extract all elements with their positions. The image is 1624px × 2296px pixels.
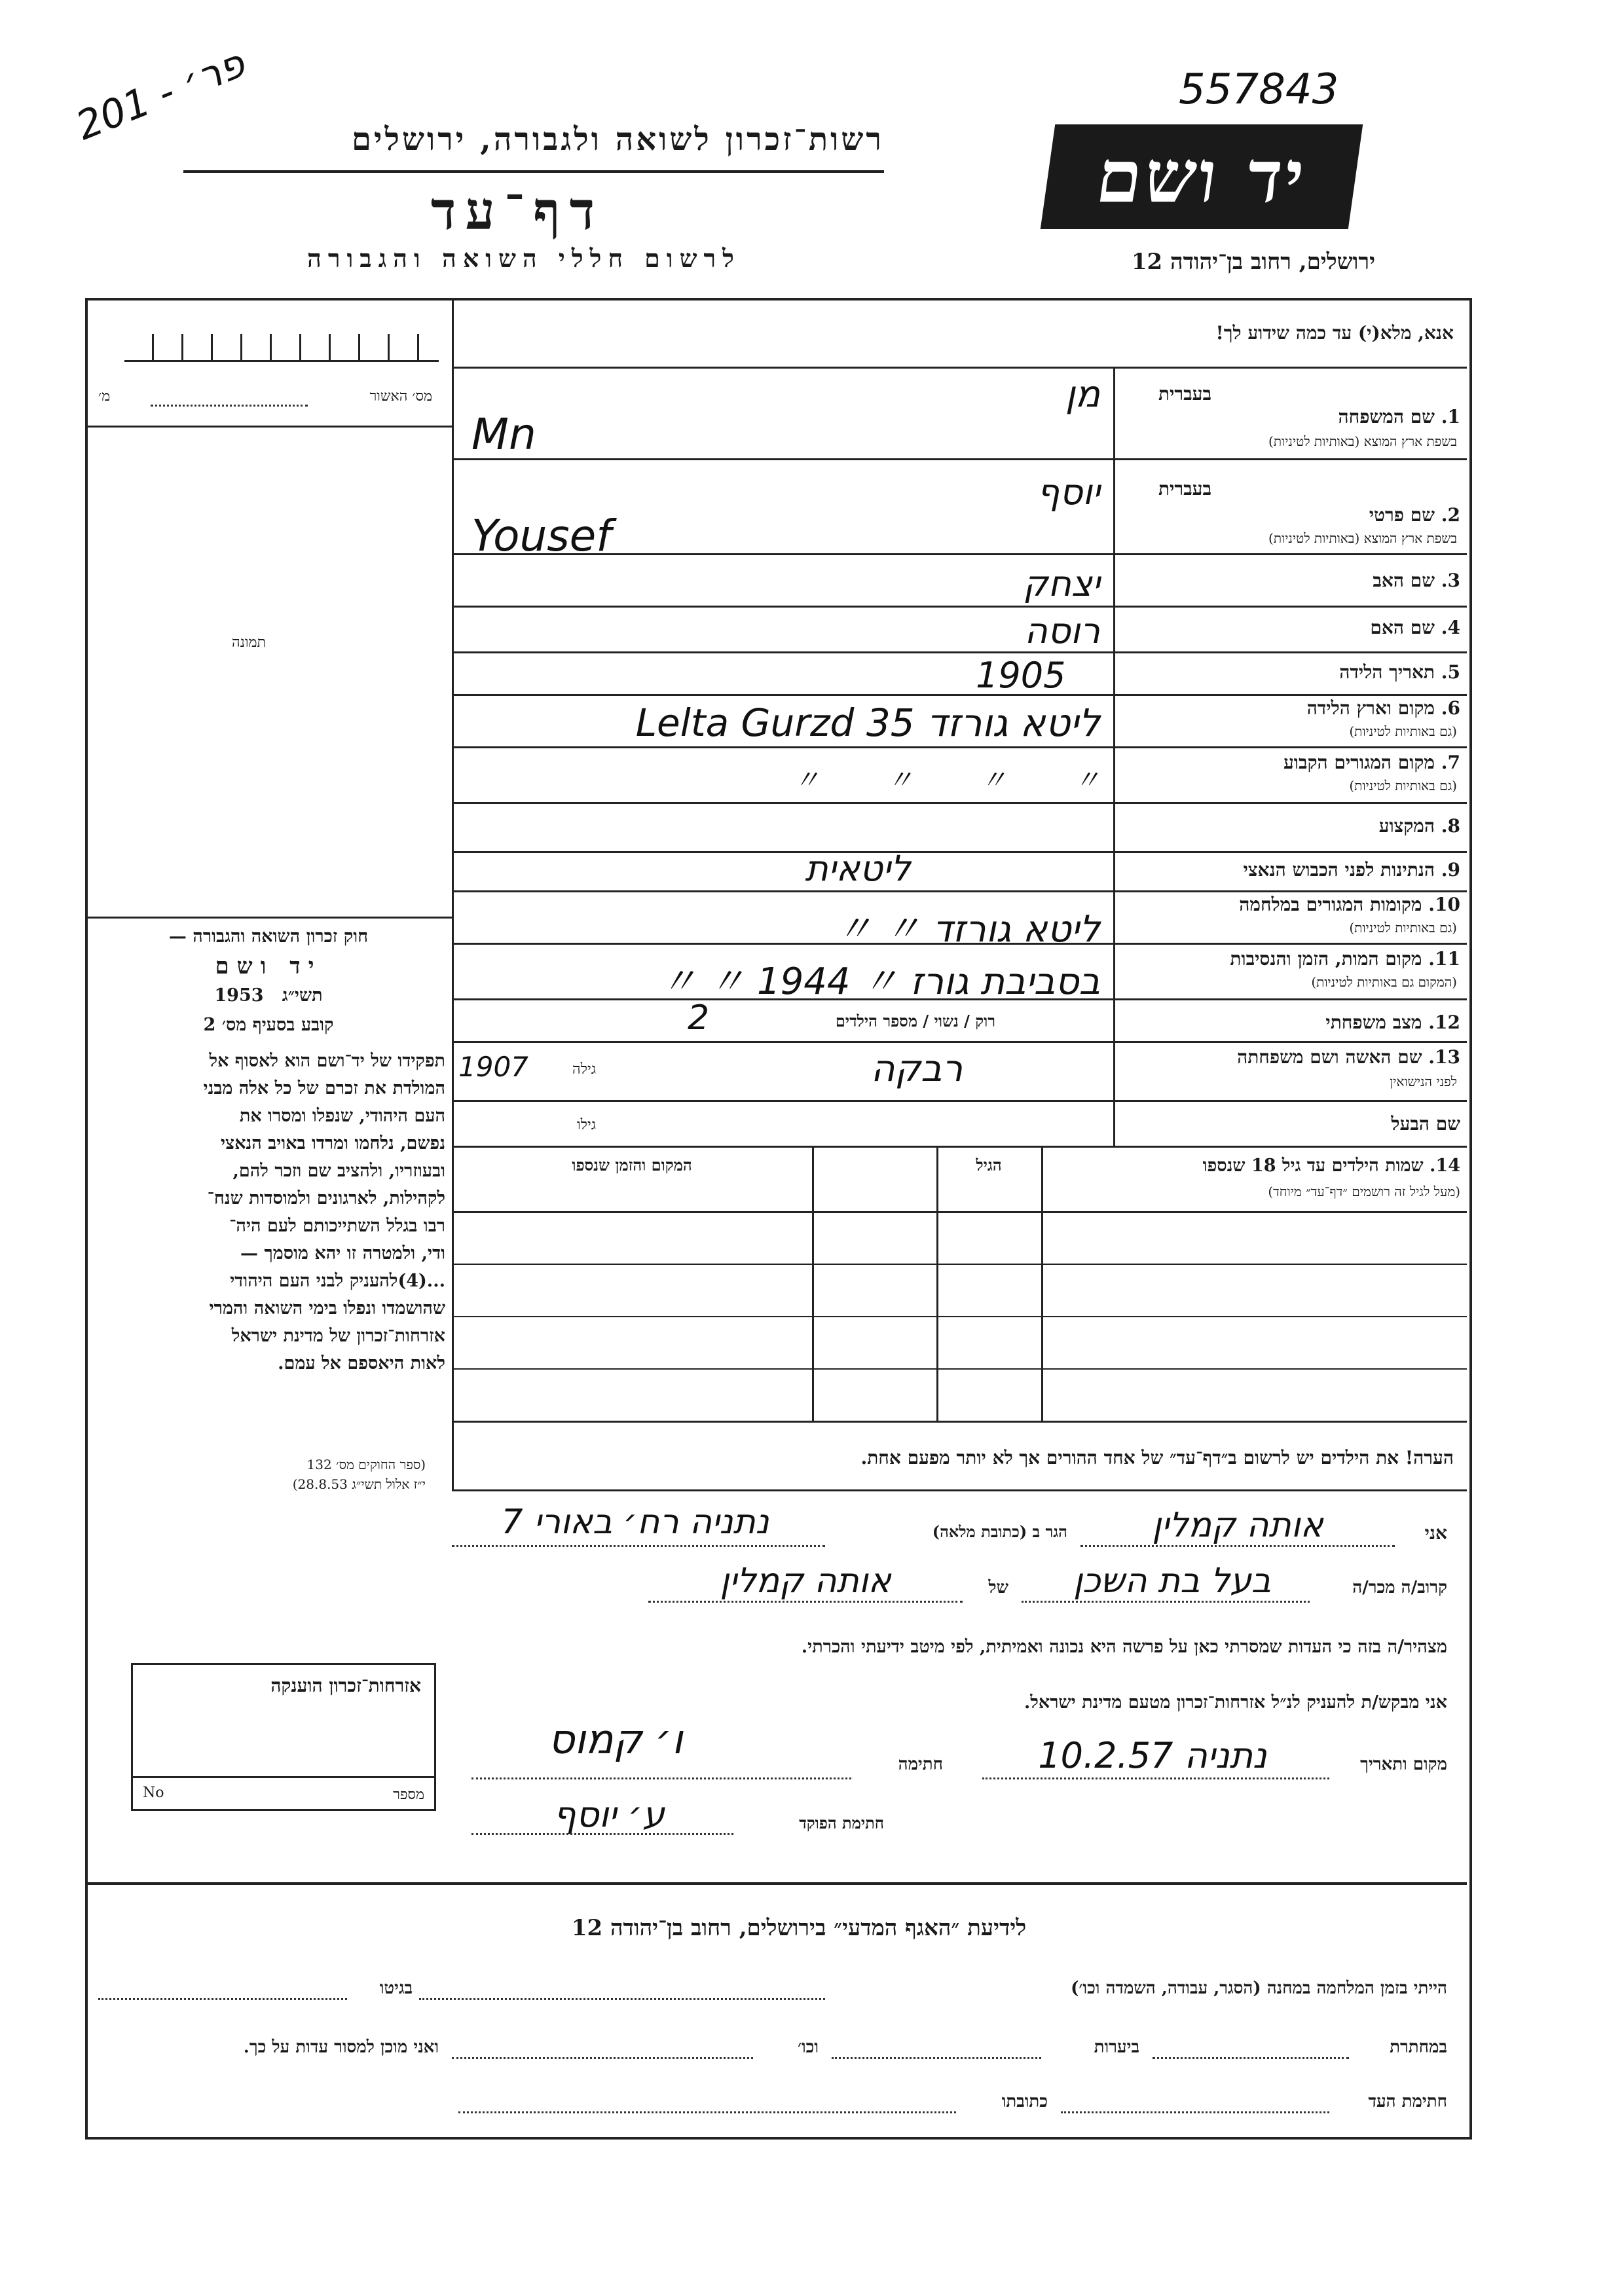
children-sub: (מעל לגיל זה רושמים ״דף־עד״ מיוחד) bbox=[1268, 1184, 1460, 1199]
law-text-line: לקהילות, לארגונים ולמוסדות שנח־ bbox=[207, 1188, 445, 1209]
field-6-label bbox=[1126, 697, 1460, 720]
field-2-num: 2. bbox=[1441, 504, 1460, 526]
place-date-line bbox=[982, 1777, 1329, 1779]
field-2-hebrew-tag: בעברית bbox=[1158, 478, 1211, 500]
side-panel-divider-lower bbox=[452, 1421, 454, 1489]
field-13-num: 13. bbox=[1428, 1046, 1460, 1068]
field-2-label bbox=[1126, 504, 1460, 526]
field-5-label bbox=[1126, 661, 1460, 683]
signature-value: ו׳ קמוס bbox=[548, 1715, 683, 1763]
field-10-value: ליטא גורזד 〃 〃 bbox=[836, 908, 1100, 951]
law-text-line: לאות היאספם אל עמם. bbox=[278, 1353, 445, 1374]
field-10-name: מקומות המגורים במלחמה bbox=[1239, 894, 1422, 915]
address-line bbox=[452, 1545, 825, 1547]
children-col-divider bbox=[936, 1146, 938, 1421]
field-13-label bbox=[1126, 1046, 1460, 1068]
field-6-sub: (גם באותיות לטיניות) bbox=[1349, 723, 1457, 739]
bottom-divider bbox=[85, 1882, 1467, 1885]
field-1-hebrew-value: מן bbox=[1065, 373, 1100, 416]
row-border bbox=[452, 746, 1467, 748]
row-border bbox=[452, 890, 1467, 892]
note-divider bbox=[452, 1489, 1467, 1491]
field-4-num: 4. bbox=[1441, 617, 1460, 638]
field-7-label bbox=[1126, 752, 1460, 774]
field-9-value: ליטאית bbox=[805, 848, 911, 889]
children-row-line bbox=[452, 1264, 1467, 1265]
header-address: ירושלים, רחוב בן־יהודה 12 bbox=[1131, 249, 1375, 275]
field-7-sub: (גם באותיות לטיניות) bbox=[1349, 778, 1457, 793]
field-2-name: שם פרטי bbox=[1369, 504, 1435, 526]
photo-divider bbox=[85, 917, 452, 919]
place-date-label: מקום ותאריך bbox=[1360, 1755, 1447, 1774]
serial-suffix: מ׳ bbox=[98, 388, 111, 405]
law-text-line: המולדת את זכרם של כל אלה מבני bbox=[203, 1078, 445, 1099]
field-13-value: רבקה bbox=[870, 1048, 963, 1090]
row-border bbox=[452, 651, 1467, 653]
field-10-label bbox=[1126, 894, 1460, 916]
field-10-sub: (גם באותיות לטיניות) bbox=[1349, 920, 1457, 936]
label-column-divider bbox=[1113, 367, 1115, 1146]
field-2-hebrew-value: יוסף bbox=[1037, 471, 1100, 513]
law-ref-2: י״ז אלול תשי״ג 28.8.53) bbox=[292, 1476, 426, 1492]
field-1-hebrew-tag: בעברית bbox=[1158, 383, 1211, 405]
bottom-underground: במחתרת bbox=[1390, 2037, 1447, 2057]
children-bottom bbox=[452, 1421, 1467, 1423]
field-1-sub: בשפת ארץ המוצא (באותיות לטיניות) bbox=[1268, 433, 1457, 449]
stamp-number: 557843 bbox=[1179, 65, 1339, 114]
field-3-value: יצחק bbox=[1023, 563, 1100, 604]
declarant-name: אותה קמלין bbox=[1152, 1506, 1323, 1545]
field-2-latin-value: Yousef bbox=[471, 511, 612, 561]
field-10-num: 10. bbox=[1428, 894, 1460, 915]
declaration-i-label: אני bbox=[1424, 1522, 1447, 1544]
field-8-name: המקצוע bbox=[1378, 815, 1435, 837]
citizenship-no: No bbox=[143, 1785, 164, 1801]
field-11-value: בסביבת גורז 〃 1944 〃 〃 bbox=[660, 960, 1100, 1003]
logo-text: יד ושם bbox=[1091, 134, 1312, 219]
institution-underline bbox=[183, 170, 884, 173]
field-8-num: 8. bbox=[1441, 815, 1460, 837]
field-1-num: 1. bbox=[1441, 406, 1460, 428]
children-col-age: הגיל bbox=[976, 1156, 1002, 1175]
relation-line bbox=[1022, 1601, 1310, 1603]
bottom-line2-fill-b bbox=[832, 2057, 1041, 2059]
field-6-value: ליטא גורזד 35 Lelta Gurzd bbox=[635, 701, 1100, 745]
field-13-name: שם האשה ושם משפחתה bbox=[1237, 1046, 1422, 1068]
field-11-name: מקום המות, הזמן והנסיבות bbox=[1230, 948, 1422, 970]
bottom-line3-fill-a bbox=[1061, 2111, 1329, 2113]
bottom-line1-tail bbox=[98, 1998, 347, 2000]
law-text bbox=[92, 1048, 445, 1377]
officer-value: ע׳ יוסף bbox=[553, 1794, 665, 1835]
bottom-address-label: כתובתו bbox=[1001, 2092, 1048, 2111]
field-1-latin-value: Mn bbox=[471, 409, 536, 460]
law-text-line: העם היהודי, שנפלו ומסרו את bbox=[239, 1106, 445, 1126]
signature-line bbox=[471, 1777, 851, 1779]
relation-value: בעל בת השכן bbox=[1073, 1561, 1271, 1601]
law-year-hebrew: תשי״ג bbox=[282, 985, 323, 1006]
bottom-line2-fill-a bbox=[1153, 2057, 1349, 2059]
field-3-label bbox=[1126, 570, 1460, 592]
note: הערה! את הילדים יש לרשום ב״דף־עד״ של אחד ההורים אך לא יותר מפעם אחת. bbox=[860, 1447, 1454, 1468]
bottom-line3-fill-b bbox=[458, 2111, 956, 2113]
form-subtitle: לרשום חללי השואה והגבורה bbox=[307, 244, 741, 273]
citizenship-box-title: אזרחות־זכרון הוענקה bbox=[270, 1675, 421, 1696]
law-name: יד ושם bbox=[215, 953, 322, 979]
field-1-label bbox=[1126, 406, 1460, 428]
field-7-num: 7. bbox=[1441, 752, 1460, 773]
row-border bbox=[452, 694, 1467, 696]
law-text-line: ובעוזריו, ולהציב שם וזכר להם, bbox=[232, 1161, 445, 1181]
declarant-address: נתניה רח׳ באורי 7 bbox=[501, 1503, 769, 1542]
field-6-name: מקום וארץ הלידה bbox=[1306, 697, 1435, 719]
field-5-name: תאריך הלידה bbox=[1339, 661, 1435, 683]
row-border bbox=[452, 1041, 1467, 1043]
bottom-ready: ואני מוכן למסור עדות על כך. bbox=[243, 2037, 439, 2057]
statement-1: מצהיר/ה בזה כי העדות שמסרתי כאן על פרשה היא נכונה ואמיתית, לפי מיטב ידיעתי והכרתי. bbox=[801, 1637, 1447, 1657]
bottom-heading: לידיעת ״האגף המדעי״ בירושלים, רחוב בן־יהודה 12 bbox=[571, 1915, 1027, 1941]
of-value: אותה קמלין bbox=[720, 1561, 891, 1601]
law-text-line: רבו בגלל השתייכותם לעם היה־ bbox=[229, 1216, 445, 1236]
children-label: 14. שמות הילדים עד גיל 18 שנספו bbox=[1202, 1156, 1460, 1176]
bottom-line2-fill-c bbox=[452, 2057, 753, 2059]
of-line bbox=[648, 1601, 963, 1603]
law-title: חוק זכרון השואה והגבורה — bbox=[168, 926, 369, 947]
field-4-label bbox=[1126, 617, 1460, 639]
field-12-name: מצב משפחתי bbox=[1325, 1011, 1422, 1033]
children-row-line bbox=[452, 1316, 1467, 1317]
form-title: דף־עד bbox=[430, 180, 604, 242]
field-12-value: 2 bbox=[688, 998, 710, 1038]
law-text-line: נפשם, נלחמו ומרדו באויב הנאצי bbox=[220, 1133, 445, 1154]
field-3-name: שם האב bbox=[1373, 570, 1435, 591]
corner-annotation: פר׳ - 201 bbox=[69, 40, 251, 150]
field-2-sub: בשפת ארץ המוצא (באותיות לטיניות) bbox=[1268, 530, 1457, 546]
ruler-marks bbox=[124, 334, 439, 362]
field-12-options: רוק / נשוי / מספר הילדים bbox=[835, 1011, 995, 1030]
field-13-sub: לפני הנישואין bbox=[1390, 1074, 1457, 1089]
serial-label: מס׳ האשור bbox=[369, 388, 432, 405]
field-5-num: 5. bbox=[1441, 661, 1460, 683]
law-text-line: אזרחות־זכרון של מדינת ישראל bbox=[231, 1326, 445, 1346]
law-year-number: 1953 bbox=[214, 985, 264, 1006]
husband-age-label: גילו bbox=[577, 1117, 596, 1133]
law-text-line: שהושמדו ונפלו בימי השואה והמרי bbox=[209, 1298, 445, 1319]
citizenship-box bbox=[131, 1663, 436, 1811]
place-date-value: נתניה 10.2.57 bbox=[1038, 1735, 1267, 1776]
field-9-label bbox=[1126, 859, 1460, 881]
declarant-line bbox=[1080, 1545, 1395, 1547]
serial-divider bbox=[85, 426, 452, 428]
field-8-label bbox=[1126, 815, 1460, 837]
law-text-line: ודי, ולמטרה זו יהא מוסמך — bbox=[240, 1243, 445, 1264]
of-label: של bbox=[988, 1578, 1008, 1597]
photo-label: תמונה bbox=[232, 634, 266, 651]
field-7-value: 〃 〃 〃 〃 bbox=[793, 765, 1100, 795]
citizenship-number-label: מספר bbox=[393, 1787, 424, 1803]
field-4-value: רוסה bbox=[1024, 610, 1100, 651]
resident-label: הגר ב (כתובת מלאה) bbox=[932, 1522, 1067, 1541]
bottom-line1-end: בגיטו bbox=[379, 1978, 413, 1998]
bottom-witness-signature: חתימת העד bbox=[1368, 2092, 1447, 2111]
field-6-num: 6. bbox=[1441, 697, 1460, 719]
yad-vashem-logo bbox=[1041, 124, 1363, 229]
row-border bbox=[452, 606, 1467, 608]
law-section: קובע בסעיף מס׳ 2 bbox=[203, 1015, 334, 1035]
field-5-value: 1905 bbox=[976, 655, 1066, 696]
field-11-label bbox=[1126, 948, 1460, 970]
children-table bbox=[452, 1146, 1467, 1421]
institution-name: רשות־זכרון לשואה ולגבורה, ירושלים bbox=[351, 121, 884, 158]
law-ref-1: (ספר החוקים מס׳ 132 bbox=[306, 1457, 426, 1472]
statement-2: אני מבקש/ת להעניק לנ״ל אזרחות־זכרון מטעם מדינת ישראל. bbox=[1024, 1692, 1447, 1713]
field-7-name: מקום המגורים הקבוע bbox=[1283, 752, 1435, 773]
citizenship-box-footer bbox=[133, 1776, 434, 1811]
officer-line bbox=[471, 1833, 733, 1835]
bottom-line1: הייתי בזמן המלחמה במחנה (הסגר, עבודה, השמדה וכו׳) bbox=[1071, 1978, 1447, 1998]
officer-label: חתימת הפוקד bbox=[799, 1813, 884, 1832]
field-1-name: שם המשפחה bbox=[1338, 406, 1435, 428]
field-9-name: הנתינות לפני הכבוש הנאצי bbox=[1243, 859, 1435, 881]
children-col-place: המקום והזמן שנספו bbox=[572, 1156, 692, 1175]
bottom-etc: וכו׳ bbox=[797, 2037, 819, 2057]
field-11-num: 11. bbox=[1428, 948, 1460, 970]
field-12-num: 12. bbox=[1428, 1011, 1460, 1033]
row-border bbox=[452, 1100, 1467, 1102]
field-4-name: שם האם bbox=[1370, 617, 1435, 638]
field-13-age-label: גילה bbox=[572, 1061, 596, 1078]
law-year bbox=[98, 982, 439, 1010]
instruction: אנא, מלא(י) עד כמה שידוע לך! bbox=[1215, 322, 1454, 344]
husband-label: שם הבעל bbox=[1391, 1113, 1460, 1135]
relation-label: קרוב/ה מכר/ה bbox=[1352, 1578, 1447, 1597]
law-text-line: תפקידו של יד־ושם הוא לאסוף אל bbox=[209, 1051, 445, 1071]
bottom-forests: ביערות bbox=[1094, 2037, 1139, 2057]
field-3-num: 3. bbox=[1441, 570, 1460, 591]
field-13-age-value: 1907 bbox=[458, 1051, 528, 1083]
children-col-divider bbox=[1041, 1146, 1043, 1421]
row-border bbox=[452, 802, 1467, 804]
law-text-line: ...(4)להעניק לבני העם היהודי bbox=[230, 1271, 445, 1291]
field-12-label bbox=[1126, 1011, 1460, 1034]
signature-label: חתימה bbox=[898, 1755, 943, 1774]
instruction-divider bbox=[452, 367, 1467, 369]
serial-line bbox=[151, 405, 308, 407]
children-header-divider bbox=[452, 1211, 1467, 1213]
children-row-line bbox=[452, 1368, 1467, 1370]
children-col-divider bbox=[812, 1146, 814, 1421]
bottom-line1-fill bbox=[419, 1998, 825, 2000]
field-11-sub: (המקום גם באותיות לטיניות) bbox=[1311, 974, 1457, 990]
field-9-num: 9. bbox=[1441, 859, 1460, 881]
